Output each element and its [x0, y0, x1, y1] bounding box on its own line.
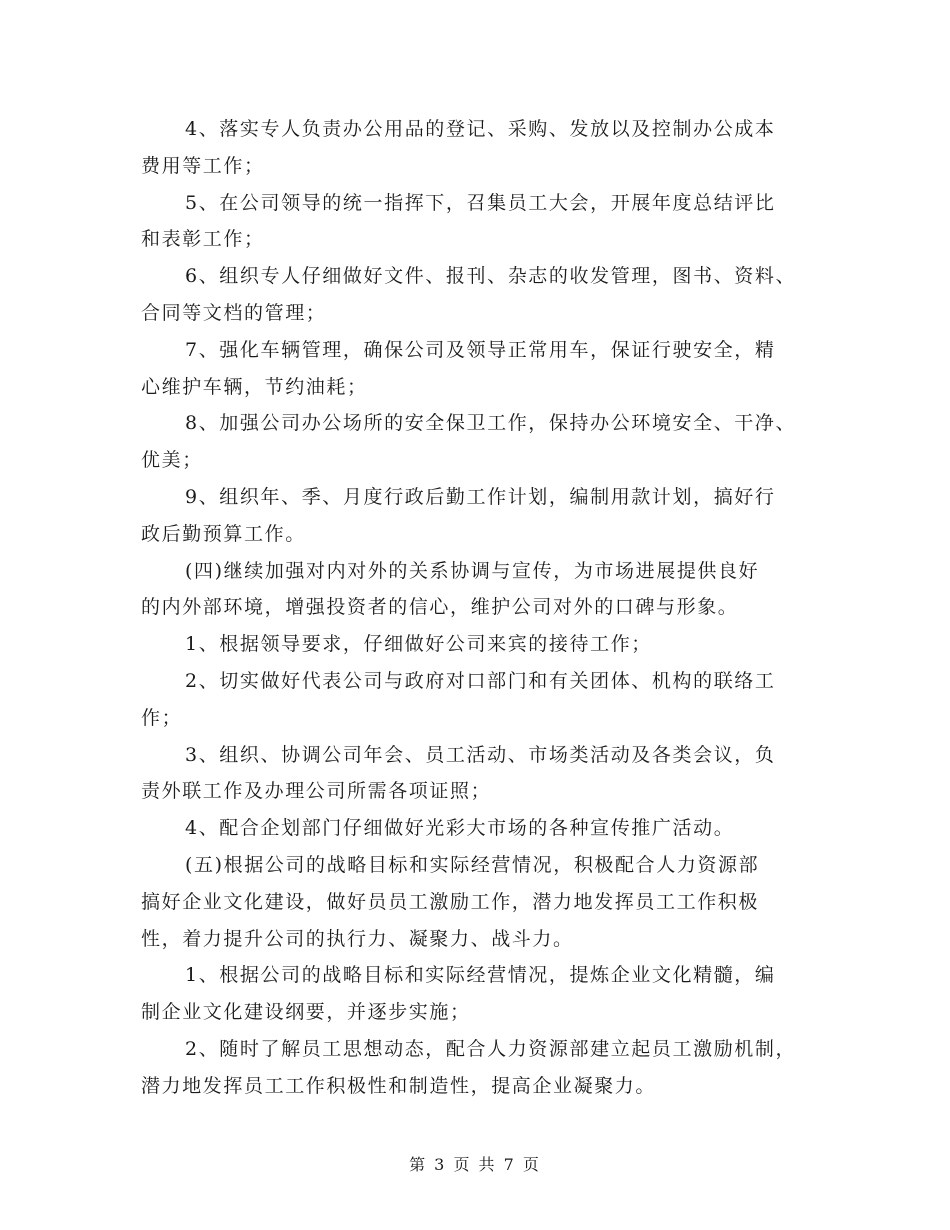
paragraph-line: 优美；: [141, 449, 203, 472]
paragraph-first-line: 5、在公司领导的统一指挥下，召集员工大会，开展年度总结评比: [185, 191, 776, 214]
page-number-footer: 第 3 页 共 7 页: [409, 1155, 541, 1174]
paragraph-first-line: 1、根据领导要求，仔细做好公司来宾的接待工作；: [185, 633, 652, 656]
paragraph-first-line: 2、切实做好代表公司与政府对口部门和有关团体、机构的联络工: [185, 669, 776, 692]
paragraph-first-line: 1、根据公司的战略目标和实际经营情况，提炼企业文化精髓，编: [185, 964, 776, 987]
paragraph-first-line: 4、落实专人负责办公用品的登记、采购、发放以及控制办公成本: [185, 118, 776, 140]
paragraph-first-line: (四)继续加强对内对外的关系协调与宣传，为市场进展提供良好: [185, 559, 760, 582]
paragraph-first-line: 6、组织专人仔细做好文件、报刊、杂志的收发管理，图书、资料、: [185, 265, 797, 288]
paragraph-line: 潜力地发挥员工工作积极性和制造性，提高企业凝聚力。: [141, 1074, 657, 1097]
paragraph-first-line: 9、组织年、季、月度行政后勤工作计划，编制用款计划，搞好行: [185, 485, 776, 508]
paragraph-line: 费用等工作；: [141, 154, 265, 177]
paragraph-line: 责外联工作及办理公司所需各项证照；: [141, 780, 492, 803]
paragraph-first-line: 4、配合企划部门仔细做好光彩大市场的各种宣传推广活动。: [185, 817, 735, 840]
paragraph-line: 性，着力提升公司的执行力、凝聚力、战斗力。: [141, 927, 574, 950]
paragraph-line: 的内外部环境，增强投资者的信心，维护公司对外的口碑与形象。: [141, 596, 739, 619]
paragraph-line: 和表彰工作；: [141, 228, 265, 251]
paragraph-line: 作；: [141, 706, 183, 729]
document-body: [141, 111, 821, 1105]
paragraph-first-line: 2、随时了解员工思想动态，配合人力资源部建立起员工激励机制，: [185, 1037, 797, 1060]
paragraph-first-line: 3、组织、协调公司年会、员工活动、市场类活动及各类会议，负: [185, 743, 776, 766]
paragraph-line: 政后勤预算工作。: [141, 522, 306, 545]
paragraph-first-line: 7、强化车辆管理，确保公司及领导正常用车，保证行驶安全，精: [185, 338, 776, 361]
paragraph-first-line: (五)根据公司的战略目标和实际经营情况，积极配合人力资源部: [185, 853, 760, 876]
paragraph-first-line: 8、加强公司办公场所的安全保卫工作，保持办公环境安全、干净、: [185, 412, 797, 435]
paragraph-line: 合同等文档的管理；: [141, 301, 327, 324]
paragraph-line: 搞好企业文化建设，做好员员工激励工作，潜力地发挥员工工作积极: [141, 890, 760, 913]
paragraph-line: 心维护车辆，节约油耗；: [141, 375, 368, 398]
paragraph-line: 制企业文化建设纲要，并逐步实施；: [141, 1001, 471, 1024]
